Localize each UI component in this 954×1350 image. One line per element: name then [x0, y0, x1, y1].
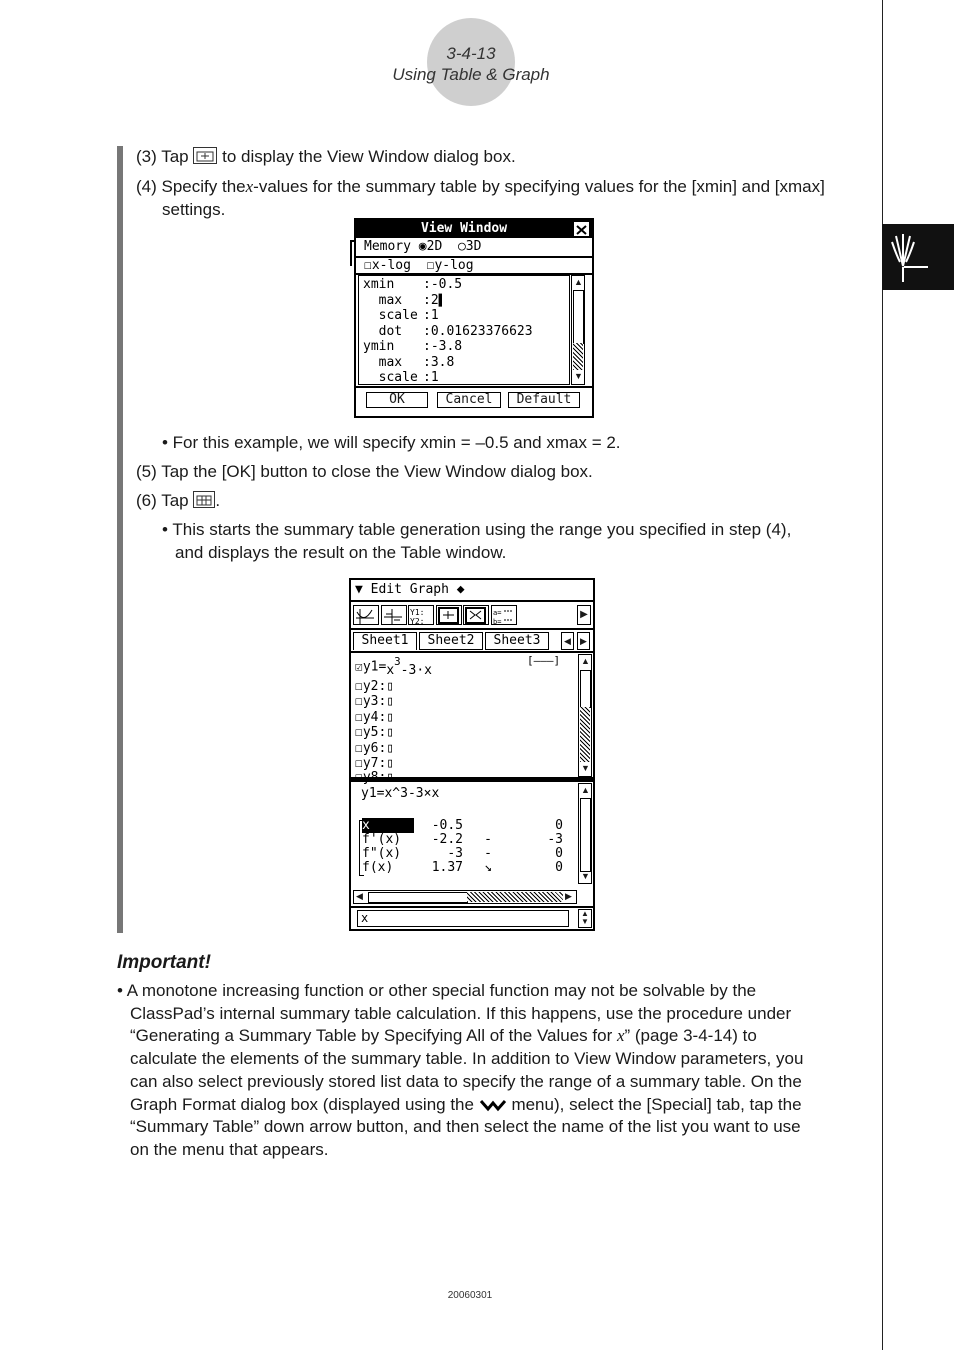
function-label: y5:▯: [362, 725, 395, 740]
summary-scrollbar[interactable]: [578, 783, 592, 884]
svg-text:a=: a=: [492, 609, 501, 617]
colon: :: [423, 292, 431, 308]
setting-row[interactable]: [363, 308, 439, 323]
setting-value[interactable]: 0.01623376623: [430, 323, 533, 339]
view-window-icon[interactable]: [436, 605, 462, 625]
setting-label: max: [363, 292, 403, 308]
toolbar-right-arrow-icon[interactable]: ▶: [577, 605, 591, 625]
setting-label: xmin: [363, 277, 395, 292]
summary-value[interactable]: 1.37: [431, 860, 463, 875]
function-label: y3:▯: [362, 694, 395, 709]
summary-trend[interactable]: ↘: [484, 860, 492, 875]
zoom-box-icon[interactable]: [463, 605, 489, 625]
tab-sheet1[interactable]: Sheet1: [353, 632, 417, 650]
summary-value[interactable]: -3: [547, 832, 563, 847]
setting-value[interactable]: 1: [430, 308, 439, 323]
graph-sketch-icon[interactable]: [381, 605, 407, 625]
input-scroll-icon[interactable]: ▲ ▼: [578, 909, 592, 928]
function-row[interactable]: [355, 694, 394, 709]
cancel-button[interactable]: Cancel: [437, 392, 501, 408]
menu-edit-graph[interactable]: Edit Graph: [370, 582, 449, 597]
function-row[interactable]: [355, 655, 432, 679]
scroll-down-icon[interactable]: ▼: [581, 763, 590, 773]
summary-value[interactable]: 0: [555, 860, 563, 875]
dialog-titlebar: [356, 220, 592, 238]
right-margin-line: [882, 0, 883, 1350]
setting-value[interactable]: 1: [430, 370, 439, 385]
function-checkbox[interactable]: ☑: [355, 659, 363, 675]
menu-diamond-icon[interactable]: ◆: [456, 582, 465, 597]
memory-row: Memory ◉2D ○3D: [364, 239, 482, 254]
table-icon[interactable]: [491, 605, 517, 625]
colon: :: [423, 370, 431, 385]
summary-value[interactable]: 0: [555, 818, 563, 833]
func-exponent: 3: [394, 655, 401, 668]
tab-sheet2[interactable]: Sheet2: [419, 632, 483, 650]
step-4-cont: settings.: [162, 200, 226, 219]
footer-code: 20060301: [447, 1290, 493, 1301]
function-row[interactable]: [355, 710, 394, 725]
hscroll-thumb[interactable]: [368, 892, 468, 903]
input-line[interactable]: x: [357, 910, 569, 927]
function-label: y7:▯: [362, 756, 395, 771]
toolbar: [351, 604, 593, 627]
function-row[interactable]: [355, 741, 394, 756]
setting-label: ymin: [363, 339, 395, 354]
setting-row[interactable]: [363, 293, 445, 308]
summary-value[interactable]: -3: [447, 846, 463, 861]
setting-row[interactable]: [363, 355, 454, 370]
setting-label: scale: [363, 370, 418, 385]
left-rule-bar: [117, 146, 123, 933]
function-checkbox[interactable]: ☐: [355, 709, 363, 725]
tab-right-arrow-icon[interactable]: ▶: [577, 632, 590, 650]
setting-label: dot: [363, 323, 403, 339]
summary-trend[interactable]: -: [484, 846, 492, 861]
bullet-starts-1: • This starts the summary table generation using the range you specified in step (4),: [162, 520, 792, 539]
setting-row[interactable]: [363, 277, 462, 292]
summary-value[interactable]: 0: [555, 846, 563, 861]
scroll-up-icon[interactable]: ▲: [581, 785, 590, 795]
summary-row-label[interactable]: f(x): [362, 860, 394, 875]
settings-scrollbar[interactable]: [571, 275, 585, 385]
ylog-checkbox[interactable]: ☐: [426, 258, 435, 273]
colon: :: [423, 339, 431, 354]
scroll-down-icon[interactable]: ▼: [581, 871, 590, 881]
bullet-example: • For this example, we will specify xmin = –0.5 and xmax = 2.: [162, 433, 621, 452]
settings-list: [358, 275, 570, 385]
scroll-right-icon[interactable]: ▶: [565, 891, 572, 901]
graph-trace-icon[interactable]: [353, 605, 379, 625]
dialog-title: View Window: [420, 221, 508, 236]
func-x: x: [386, 663, 395, 679]
svg-text:Y2:: Y2:: [410, 617, 425, 626]
step-5: (5) Tap the [OK] button to close the View Window dialog box.: [136, 462, 593, 481]
function-list: [353, 653, 577, 777]
colon: :: [423, 354, 431, 370]
ok-button[interactable]: OK: [366, 392, 428, 408]
function-checkbox[interactable]: ☐: [355, 740, 363, 756]
y-list-icon[interactable]: [408, 605, 434, 625]
setting-row[interactable]: [363, 324, 533, 339]
sheet-tabs: [353, 632, 593, 651]
scroll-thumb[interactable]: [573, 290, 584, 344]
scroll-up-icon[interactable]: ▲: [581, 656, 590, 666]
tab-sheet3[interactable]: Sheet3: [485, 632, 549, 650]
important-body: • A monotone increasing function or other special function may not be solvable by the ClassPad’s internal summary table calculation. If this happens, use the procedure under “Generating a Summary Table by Specifying All of the Values for x” (page 3-4-14) to calculate the elements of the summary table. In addition to View Window parameters, you can also select previously stored list data to specify the range of a summary table. On the Graph Format dialog box (displayed using the menu), select the [Special] tab, tap the “Summary Table” down arrow button, and then select the name of the list you want to use on the menu that appears.: [117, 981, 804, 1159]
page-title: Using Table & Graph: [392, 65, 550, 84]
scroll-left-icon[interactable]: ◀: [356, 891, 363, 901]
summary-title: y1=x^3-3×x: [361, 786, 440, 801]
func-rest: -3·x: [400, 663, 432, 679]
scroll-down-icon[interactable]: ▼: [574, 371, 583, 381]
colon: :: [423, 308, 431, 323]
view-window-dialog: [350, 218, 596, 418]
summary-row-label[interactable]: f'(x): [362, 832, 402, 847]
scroll-thumb[interactable]: [580, 798, 591, 872]
setting-row[interactable]: [363, 370, 439, 385]
summary-value[interactable]: -2.2: [431, 832, 463, 847]
menu-down-icon[interactable]: ▼: [355, 582, 363, 597]
svg-text:Y1:: Y1:: [410, 608, 425, 617]
function-label: y2:▯: [362, 678, 395, 694]
chapter-tab: [882, 224, 954, 290]
summary-row-label[interactable]: f"(x): [362, 846, 402, 861]
setting-label: max: [363, 354, 403, 370]
menu-bar: [355, 582, 465, 597]
function-label: y6:▯: [362, 740, 395, 756]
bullet-starts-2: and displays the result on the Table window.: [175, 543, 507, 562]
scroll-up-icon[interactable]: ▲: [574, 277, 583, 287]
setting-value[interactable]: -3.8: [430, 339, 463, 354]
colon: :: [423, 277, 431, 292]
setting-value[interactable]: 3.8: [430, 354, 455, 370]
radio-3d-icon[interactable]: ○: [457, 239, 466, 254]
tab-left-arrow-icon[interactable]: ◀: [561, 632, 574, 650]
page-number: 3-4-13: [446, 44, 496, 63]
summary-table-icon[interactable]: [193, 491, 215, 508]
step-6: (6) Tap .: [136, 491, 221, 510]
step-4: (4) Specify thex-values for the summary table by specifying values for the [xmin] and [xmax]: [136, 177, 825, 196]
setting-value[interactable]: -0.5: [430, 277, 463, 292]
setting-label: scale: [363, 308, 418, 323]
table-window-screen: [349, 578, 595, 931]
step-3: (3) Tap to display the View Window dialog box.: [136, 147, 516, 166]
important-heading: Important!: [117, 952, 211, 973]
text-cursor: ▌: [438, 293, 446, 307]
summary-trend[interactable]: -: [484, 832, 492, 847]
function-row[interactable]: [355, 679, 394, 694]
view-window-icon[interactable]: [193, 147, 217, 164]
setting-row[interactable]: [363, 339, 462, 354]
graph-mode-icon: [882, 224, 954, 290]
log-row: ☐x-log ☐y-log: [364, 258, 474, 273]
summary-table: [353, 783, 577, 884]
svg-text:b=: b=: [492, 618, 501, 626]
function-row[interactable]: [355, 725, 394, 740]
function-row[interactable]: [355, 756, 394, 771]
close-icon[interactable]: [574, 222, 589, 236]
function-checkbox[interactable]: ☐: [355, 694, 363, 709]
xlog-checkbox[interactable]: ☐: [364, 258, 372, 273]
summary-row-label[interactable]: x: [362, 818, 414, 833]
func-prefix: y1=: [362, 659, 387, 675]
function-checkbox[interactable]: ☐: [355, 725, 363, 740]
summary-hscrollbar[interactable]: [353, 890, 577, 904]
function-scrollbar[interactable]: [578, 654, 592, 777]
colon: :: [423, 323, 431, 339]
summary-value[interactable]: -0.5: [431, 818, 463, 833]
menu-down-icon: [479, 1098, 507, 1112]
function-checkbox[interactable]: ☐: [355, 756, 363, 771]
default-button[interactable]: Default: [508, 392, 580, 408]
function-checkbox[interactable]: ☐: [355, 678, 363, 694]
line-style-indicator[interactable]: [———]: [527, 654, 561, 667]
setting-value[interactable]: 2: [430, 292, 439, 308]
function-label: y4:▯: [362, 709, 395, 725]
scroll-thumb[interactable]: [580, 670, 591, 708]
radio-2d-icon[interactable]: ◉: [418, 239, 427, 254]
